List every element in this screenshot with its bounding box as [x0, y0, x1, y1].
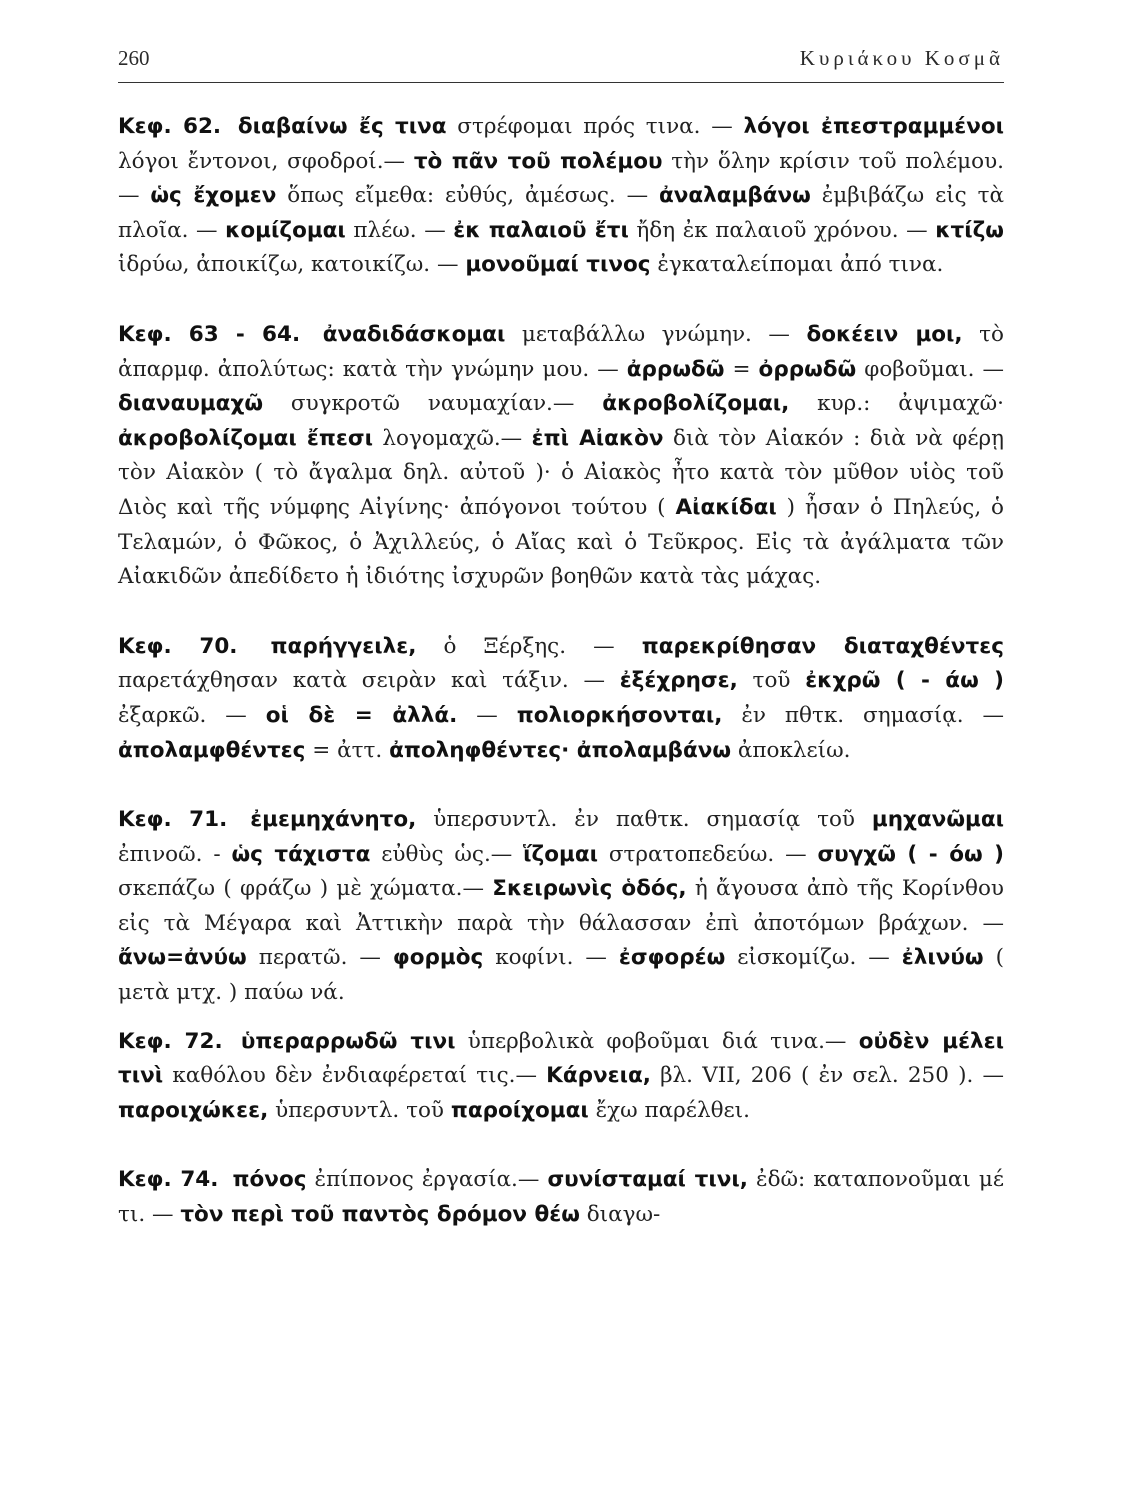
gloss-text: σκεπάζω ( φράζω ) μὲ χώματα.— — [118, 876, 493, 902]
lemma: ἄνω=ἀνύω — [118, 945, 247, 971]
entry-kef-62 — [118, 110, 1004, 283]
gloss-text: τὴν ὅλην κρίσιν τοῦ πολέμου. — — [118, 148, 1004, 209]
lemma: οἱ δὲ = ἀλλά. — [265, 702, 458, 728]
lemma: ἀκροβολίζομαι ἔπεσι — [118, 425, 373, 451]
gloss-text: ὑπερσυντλ. τοῦ — [268, 1097, 451, 1123]
lemma: ἐκχρῶ ( - άω ) — [805, 668, 1004, 694]
entry-text — [118, 322, 1004, 589]
gloss-text: ἐμβιβάζω εἰς τὰ πλοῖα. — — [118, 183, 1004, 243]
gloss-text: ἐπίπονος ἐργασία.— — [306, 1167, 548, 1193]
lemma: ἐλινύω — [901, 945, 984, 971]
lemma: ἀπολαμφθέντες — [118, 737, 306, 763]
lemma: φορμὸς — [392, 945, 484, 971]
lemma: δοκέειν μοι, — [806, 321, 963, 347]
lemma: πόνος — [232, 1167, 307, 1193]
gloss-text: = ἀττ. — [305, 737, 390, 763]
gloss-text: ὑπερβολικὰ φοβοῦμαι διά τινα.— — [455, 1028, 859, 1054]
lemma: συγχῶ ( - όω ) — [817, 841, 1004, 867]
entry-text — [118, 634, 1004, 763]
gloss-text: λόγοι ἔντονοι, σφοδροί.— — [118, 148, 414, 174]
gloss-text: τοῦ — [737, 668, 806, 694]
lemma: ἐσφορέω — [618, 945, 726, 971]
lemma: συνίσταμαί τινι, — [547, 1167, 748, 1193]
lemma: ὡς τάχιστα — [231, 841, 371, 867]
lemma: παροιχώκεε, — [118, 1097, 269, 1123]
lemma: παρεκρίθησαν διαταχθέντες — [641, 633, 1004, 659]
gloss-text: = — [724, 356, 759, 382]
gloss-text: ὑπερσυντλ. ἐν παθτκ. σημασίᾳ τοῦ — [416, 807, 872, 833]
entry-kef-70 — [118, 630, 1004, 768]
gloss-text: ἐγκαταλείπομαι ἀπό τινα. — [650, 252, 944, 278]
lemma: κτίζω — [935, 217, 1004, 243]
gloss-text: μεταβάλλω γνώμην. — — [505, 321, 807, 347]
lemma: πολιορκήσονται, — [516, 702, 723, 728]
entry-kef-72 — [118, 1025, 1004, 1129]
gloss-text: ἀποκλείω. — [731, 737, 851, 763]
lemma: τὸ πᾶν τοῦ πολέμου — [413, 148, 663, 174]
gloss-text: κοφίνι. — — [483, 945, 619, 971]
lemma: μηχανῶμαι — [871, 807, 1004, 833]
chapter-heading: Κεφ. 70. — [118, 633, 238, 659]
entry-text — [118, 1029, 1004, 1123]
lemma: διαναυμαχῶ — [118, 391, 263, 417]
lemma: ἐκ παλαιοῦ ἔτι — [453, 217, 629, 243]
running-head — [118, 46, 1004, 71]
gloss-text: λογομαχῶ.— — [372, 425, 532, 451]
lemma: λόγοι ἐπεστραμμένοι — [743, 114, 1004, 139]
lemma: ἐξέχρησε, — [619, 668, 738, 694]
gloss-text: κυρ.: ἀψιμαχῶ· — [789, 391, 1004, 417]
commentary-body — [118, 110, 1004, 1268]
lemma: ἀκροβολίζομαι, — [602, 391, 790, 417]
lemma: ἐμεμηχάνητο, — [250, 807, 417, 833]
gloss-text: ἐπινοῶ. - — [118, 841, 232, 867]
entry-text — [118, 807, 1004, 1005]
gloss-text: ἡ ἄγουσα ἀπὸ τῆς Κορίνθου εἰς τὰ Μέγαρα καὶ Ἀττικὴν παρὰ τὴν θάλασσαν ἐπὶ ἀποτόμων βράχων. — — [118, 876, 1004, 936]
lemma: κομίζομαι — [225, 217, 346, 243]
gloss-text: ( μετὰ μτχ. ) παύω νά. — [118, 945, 1004, 1006]
lemma: ὑπεραρρωδῶ τινι — [240, 1028, 456, 1054]
lemma: Αἰακίδαι — [675, 494, 777, 520]
gloss-text: ἐν πθτκ. σημασίᾳ. — — [722, 702, 1004, 728]
lemma: ὡς ἔχομεν — [150, 183, 277, 209]
gloss-text: διὰ τὸν Αἰακόν : διὰ νὰ φέρῃ τὸν Αἰακὸν ( τὸ ἄγαλμα δηλ. αὐτοῦ )· ὁ Αἰακὸς ἦτο κατὰ τὸν μῦθον υἱὸς τοῦ Διὸς καὶ τῆς νύμφης Αἰγίνης· ἀπόγονοι τούτου ( — [118, 425, 1004, 520]
gloss-text: εὐθὺς ὡς.— — [370, 841, 524, 867]
lemma: διαβαίνω ἔς τινα — [237, 114, 447, 139]
chapter-heading: Κεφ. 71. — [118, 807, 228, 833]
lemma: ὀρρωδῶ — [758, 356, 857, 382]
gloss-text: ἐξαρκῶ. — — [118, 702, 266, 728]
chapter-heading: Κεφ. 72. — [118, 1028, 223, 1054]
gloss-text: τὸ ἀπαρμφ. ἀπολύτως: κατὰ τὴν γνώμην μου. — — [118, 321, 1004, 382]
entry-kef-63-64 — [118, 318, 1004, 595]
gloss-text: ) ἦσαν ὁ Πηλεύς, ὁ Τελαμών, ὁ Φῶκος, ὁ Ἀχιλλεύς, ὁ Αἴας καὶ ὁ Τεῦκρος. Εἰς τὰ ἀγάλματα τῶν Αἰακιδῶν ἀπεδίδετο ἡ ἰδιότης ἰσχυρῶν βοηθῶν κατὰ τὰς μάχας. — [118, 494, 1004, 590]
gloss-text: περατῶ. — — [246, 945, 393, 971]
running-title: Κυριάκου Κοσμᾶ — [799, 46, 1004, 70]
entry-text — [118, 114, 1004, 277]
chapter-heading: Κεφ. 62. — [118, 114, 222, 139]
gloss-text: βλ. VII, 206 ( ἐν σελ. 250 ). — — [650, 1063, 1004, 1089]
entry-text — [118, 1167, 1004, 1227]
lemma: παρήγγειλε, — [270, 633, 417, 659]
gloss-text: συγκροτῶ ναυμαχίαν.— — [263, 391, 603, 417]
lemma: τὸν περὶ τοῦ παντὸς δρόμον θέω — [180, 1202, 580, 1228]
gloss-text: ὅπως εἴμεθα: εὐθύς, ἀμέσως. — — [276, 183, 659, 209]
gloss-text: ἤδη ἐκ παλαιοῦ χρόνου. — — [628, 217, 936, 243]
gloss-text: στρέφομαι πρός τινα. — — [446, 114, 744, 139]
entry-kef-74 — [118, 1163, 1004, 1232]
header-rule — [118, 82, 1004, 83]
lemma: παροίχομαι — [450, 1097, 589, 1123]
gloss-text: διαγω- — [579, 1202, 661, 1228]
gloss-text: ἱδρύω, ἀποικίζω, κατοικίζω. — — [118, 252, 466, 278]
chapter-heading: Κεφ. 63 - 64. — [118, 321, 301, 347]
gloss-text: καθόλου δὲν ἐνδιαφέρεταί τις.— — [163, 1063, 547, 1089]
gloss-text: εἰσκομίζω. — — [725, 945, 902, 971]
lemma: ἵζομαι — [523, 841, 598, 867]
lemma: οὐδὲν μέλει τινὶ — [118, 1028, 1005, 1089]
gloss-text: φοβοῦμαι. — — [856, 356, 1005, 382]
lemma: ἀναλαμβάνω — [658, 183, 811, 209]
gloss-text: ἔχω παρέλθει. — [588, 1097, 750, 1123]
entry-kef-71 — [118, 803, 1004, 1011]
lemma: Σκειρωνὶς ὁδός, — [492, 876, 687, 902]
page-number: 260 — [118, 46, 150, 70]
lemma: ἀρρωδῶ — [626, 356, 725, 382]
lemma: ἐπὶ Αἰακὸν — [531, 425, 664, 451]
gloss-text: παρετάχθησαν κατὰ σειρὰν καὶ τάξιν. — — [118, 668, 620, 694]
chapter-heading: Κεφ. 74. — [118, 1167, 219, 1193]
lemma: ἀναδιδάσκομαι — [322, 321, 506, 347]
lemma: μονοῦμαί τινος — [465, 252, 651, 278]
gloss-text: ὁ Ξέρξης. — — [416, 633, 642, 659]
lemma: ἀποληφθέντες· ἀπολαμβάνω — [389, 737, 732, 763]
gloss-text: — — [457, 702, 517, 728]
gloss-text: πλέω. — — [345, 217, 454, 243]
gloss-text: στρατοπεδεύω. — — [597, 841, 818, 867]
lemma: Κάρνεια, — [546, 1063, 651, 1089]
gloss-text: ἐδῶ: καταπονοῦμαι μέ τι. — — [118, 1167, 1004, 1228]
